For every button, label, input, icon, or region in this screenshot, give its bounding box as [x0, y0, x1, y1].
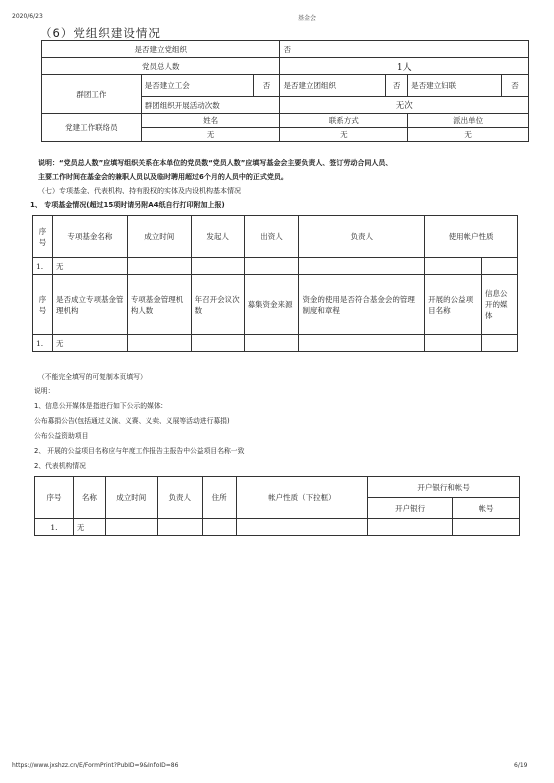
fund-header-manager: 负责人: [299, 216, 425, 258]
rep-subheader-bank: 开户银行: [368, 498, 453, 519]
youth-label: 是否建立团组织: [280, 75, 386, 97]
women-value: 否: [501, 75, 528, 97]
party-org-table: [41, 40, 529, 142]
women-label: 是否建立妇联: [408, 75, 502, 97]
party-members-value: 1人: [280, 58, 529, 75]
rep-row-seq: 1.: [35, 519, 74, 536]
fund-row2-seq: 1.: [33, 335, 53, 352]
liaison-contact-value: 无: [280, 128, 408, 142]
liaison-unit-value: 无: [408, 128, 529, 142]
instruction-fundraising: 公布募捐公告(包括通过义演、义赛、义卖、义展等活动进行募捐): [34, 417, 230, 425]
instruction-media: 1、信息公开媒体是指进行如下公示的媒体:: [34, 402, 163, 410]
footer-url: https://www.jxshzz.cn/E/FormPrint?PubID=9&InfoID=86: [12, 762, 179, 769]
rep-table: [34, 476, 520, 536]
rep-header-account-type: 帐户性质（下拉框）: [236, 477, 368, 519]
union-value: 否: [253, 75, 280, 97]
union-label: 是否建立工会: [141, 75, 253, 97]
note-line-2: 主要工作时间在基金会的兼职人员以及临时聘用超过6个月的人员中的正式党员。: [38, 173, 288, 181]
activities-label: 群团组织开展活动次数: [141, 97, 280, 114]
party-established-label: 是否建立党组织: [42, 41, 280, 58]
fund-header2-projects: 开展的公益项目名称: [425, 275, 482, 335]
fund-header-name: 专项基金名称: [52, 216, 127, 258]
fund-header2-org-size: 专项基金管理机构人数: [127, 275, 191, 335]
fund-header-established: 成立时间: [127, 216, 191, 258]
table-row: [33, 335, 518, 352]
instruction-copy-note: （不能完全填写的可复制本页填写）: [38, 373, 147, 381]
table-row: [33, 258, 518, 275]
activities-value: 无次: [280, 97, 529, 114]
instruction-label: 说明：: [34, 387, 55, 395]
fund-row1-seq: 1.: [33, 258, 53, 275]
fund-table: [32, 215, 518, 352]
instruction-consistency: 2、 开展的公益项目名称应与年度工作报告主报告中公益项目名称一致: [34, 447, 245, 455]
fund-header2-has-org: 是否成立专项基金管理机构: [52, 275, 127, 335]
instruction-projects: 公布公益资助项目: [34, 432, 89, 440]
section7-title: （七）专项基金、代表机构、持有股权的实体及内设机构基本情况: [38, 187, 241, 195]
mass-org-label: 群团工作: [42, 75, 142, 114]
rep-header-established: 成立时间: [105, 477, 157, 519]
liaison-col-unit: 派出单位: [408, 114, 529, 128]
youth-value: 否: [386, 75, 408, 97]
liaison-col-name: 姓名: [141, 114, 280, 128]
fund-header-contributor: 出资人: [244, 216, 299, 258]
fund-header-seq: 序号: [33, 216, 53, 258]
site-title: 基金会: [298, 15, 317, 22]
rep-header-seq: 序号: [35, 477, 74, 519]
fund-header-account-type: 使用帐户性质: [425, 216, 518, 258]
note-line-1: 说明：“党员总人数”应填写组织关系在本单位的党员数“党员人数”应填写基金会主要负责人、签订劳动合同人员、: [38, 159, 393, 167]
print-date: 2020/6/23: [12, 13, 43, 20]
fund-header2-media: 信息公开的媒体: [482, 275, 518, 335]
fund-header2-compliance: 资金的使用是否符合基金会的管理制度和章程: [299, 275, 425, 335]
rep-header-bank-account: 开户银行和帐号: [368, 477, 520, 498]
liaison-col-contact: 联系方式: [280, 114, 408, 128]
table-row: [35, 519, 520, 536]
fund-header2-meetings: 年召开会议次数: [191, 275, 244, 335]
rep-header-manager: 负责人: [157, 477, 202, 519]
party-established-value: 否: [280, 41, 529, 58]
fund-header2-seq: 序号: [33, 275, 53, 335]
liaison-label: 党建工作联络员: [42, 114, 142, 142]
fund-header-initiator: 发起人: [191, 216, 244, 258]
rep-header-name: 名称: [73, 477, 105, 519]
rep-header-address: 住所: [202, 477, 236, 519]
rep-subheader-account: 帐号: [453, 498, 520, 519]
fund-row1-name: 无: [52, 258, 127, 275]
fund-header2-source: 募集资金来源: [244, 275, 299, 335]
rep-title: 2、代表机构情况: [34, 462, 86, 470]
fund-title: 1、 专项基金情况(超过15项时请另附A4纸自行打印附加上报): [30, 201, 225, 209]
liaison-name-value: 无: [141, 128, 280, 142]
rep-row-name: 无: [73, 519, 105, 536]
page-number: 6/19: [514, 762, 528, 769]
fund-row2-value: 无: [52, 335, 127, 352]
section-title: （6）党组织建设情况: [40, 26, 161, 40]
party-members-label: 党员总人数: [42, 58, 280, 75]
